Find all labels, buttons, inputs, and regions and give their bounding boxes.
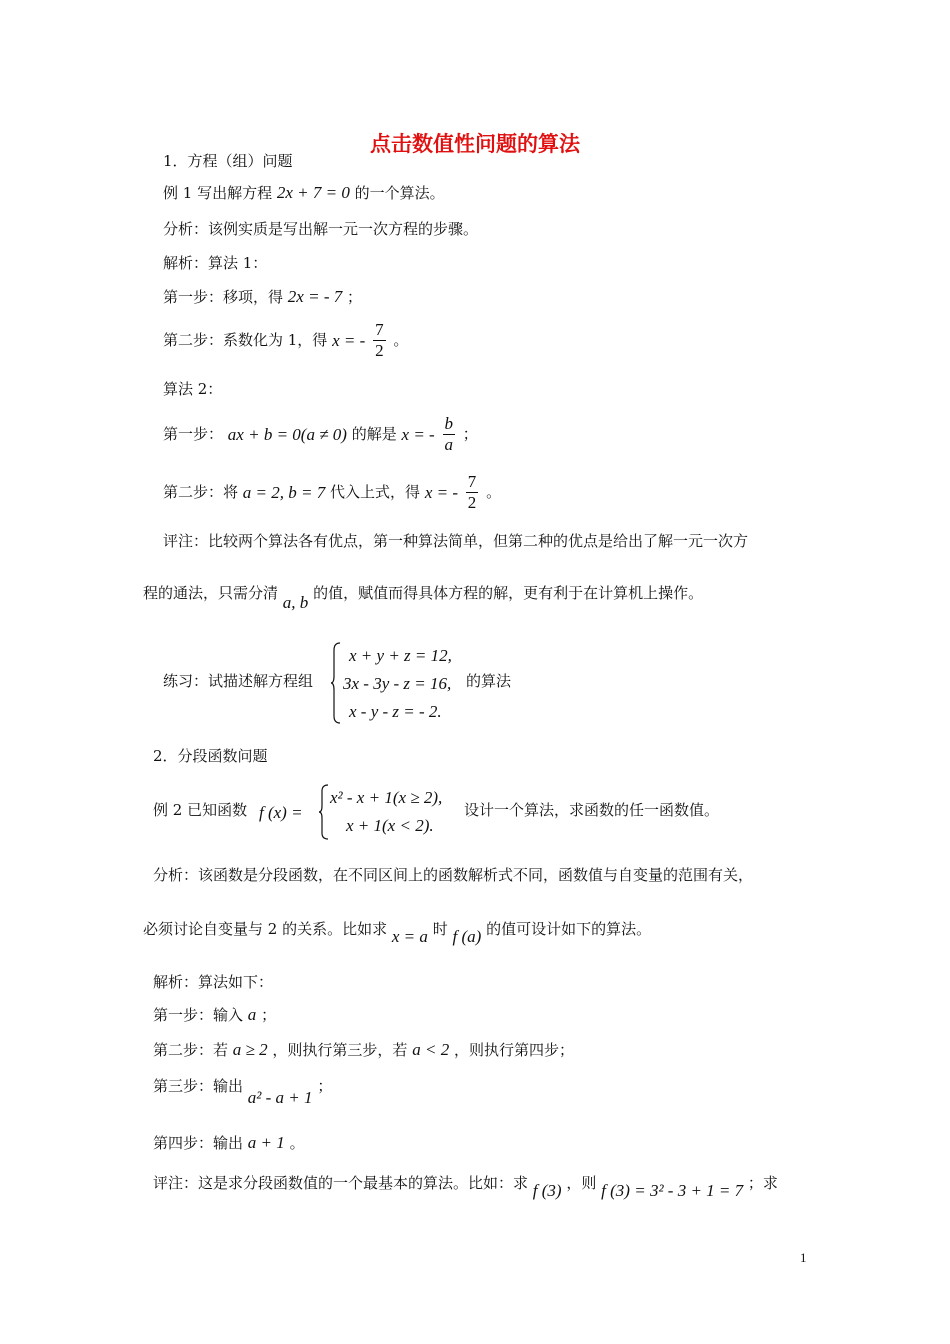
equation: f (3) [532, 1181, 562, 1200]
page-number: 1 [800, 1250, 807, 1265]
function-name: f (x) = [259, 803, 303, 822]
comment-1-line-2: 程的通法，只需分清 a, b 的值，赋值而得具体方程的解，更有利于在计算机上操作。 [143, 584, 704, 612]
step-1b: 第二步：系数化为 1，得 x = - $\frac{7}{2}$ 。 [163, 320, 409, 360]
analysis-1: 分析：该例实质是写出解一元一次方程的步骤。 [163, 220, 479, 238]
algorithm-2-label: 算法 2： [163, 380, 223, 398]
step-t4: 第四步：输出 a + 1 。 [153, 1133, 305, 1152]
equation: a [247, 1005, 257, 1024]
left-brace [318, 784, 330, 840]
equation: f (a) [452, 927, 482, 946]
equation: a + 1 [247, 1133, 285, 1152]
piecewise-definition [330, 784, 442, 840]
comment-2: 评注：这是求分段函数值的一个最基本的算法。比如：求 f (3) ，则 f (3) = 3² - 3 + 1 = 7 ；求 [153, 1174, 778, 1200]
equation: x = - [424, 483, 459, 502]
step-2a: 第一步： ax + b = 0(a ≠ 0) 的解是 x = - $\frac{b}{a}$ ； [163, 414, 478, 454]
example-2-label: 例 2 已知函数 [153, 801, 248, 819]
comment-1-line-1: 评注：比较两个算法各有优点，第一种算法简单，但第二种的优点是给出了解一元一次方 [163, 532, 749, 550]
fraction: $\frac{7}{2}$ [467, 472, 477, 512]
equation: x = a [391, 927, 428, 946]
practice-label: 练习：试描述解方程组 [163, 672, 314, 690]
equation: a² - a + 1 [247, 1088, 313, 1107]
step-1a: 第一步：移项，得 2x = - 7 ； [163, 287, 363, 306]
equation: 2x + 7 = 0 [276, 183, 350, 202]
fraction: $\frac{b}{a}$ [444, 414, 453, 454]
piecewise-row: x + 1(x < 2). [346, 816, 434, 835]
system-row: x - y - z = - 2. [349, 702, 442, 721]
equation: 2x = - 7 [287, 287, 343, 306]
equation: a ≥ 2 [232, 1040, 268, 1059]
section-heading-2: 2．分段函数问题 [153, 747, 268, 765]
system-row: 3x - 3y - z = 16, [343, 674, 452, 693]
fraction: $\frac{7}{2}$ [375, 320, 384, 360]
step-t1: 第一步：输入 a ； [153, 1005, 277, 1024]
solution-2: 解析：算法如下： [153, 973, 274, 991]
example-2-text: 设计一个算法，求函数的任一函数值。 [464, 801, 720, 819]
equation: x = - [401, 425, 435, 444]
example-1: 例 1 写出解方程 2x + 7 = 0 的一个算法。 [163, 183, 445, 202]
solution-1: 解析：算法 1： [163, 254, 268, 272]
step-t2: 第二步：若 a ≥ 2 ，则执行第三步，若 a < 2 ，则执行第四步； [153, 1040, 574, 1059]
step-2b: 第二步：将 a = 2, b = 7 代入上式，得 x = - $\frac{7}{2}$ 。 [163, 472, 502, 512]
section-heading-1: 1．方程（组）问题 [163, 152, 293, 170]
left-brace [330, 642, 342, 724]
piecewise-row: x² - x + 1(x ≥ 2), [330, 788, 443, 807]
equation: x = - [332, 331, 366, 350]
equation: a, b [282, 593, 309, 612]
equation: a < 2 [412, 1040, 450, 1059]
page-title: 点击数值性问题的算法 [370, 132, 580, 156]
analysis-2-line-1: 分析：该函数是分段函数，在不同区间上的函数解析式不同，函数值与自变量的范围有关， [153, 866, 754, 884]
analysis-2-line-2: 必须讨论自变量与 2 的关系。比如求 x = a 时 f (a) 的值可设计如下的算法。 [143, 920, 652, 946]
equation-system [343, 642, 452, 726]
equation: ax + b = 0(a ≠ 0) [227, 425, 347, 444]
equation: a = 2, b = 7 [242, 483, 326, 502]
system-row: x + y + z = 12, [349, 646, 452, 665]
equation: f (3) = 3² - 3 + 1 = 7 [601, 1181, 744, 1200]
practice-end: 的算法 [466, 672, 512, 690]
step-t3: 第三步：输出 a² - a + 1 ； [153, 1077, 333, 1107]
